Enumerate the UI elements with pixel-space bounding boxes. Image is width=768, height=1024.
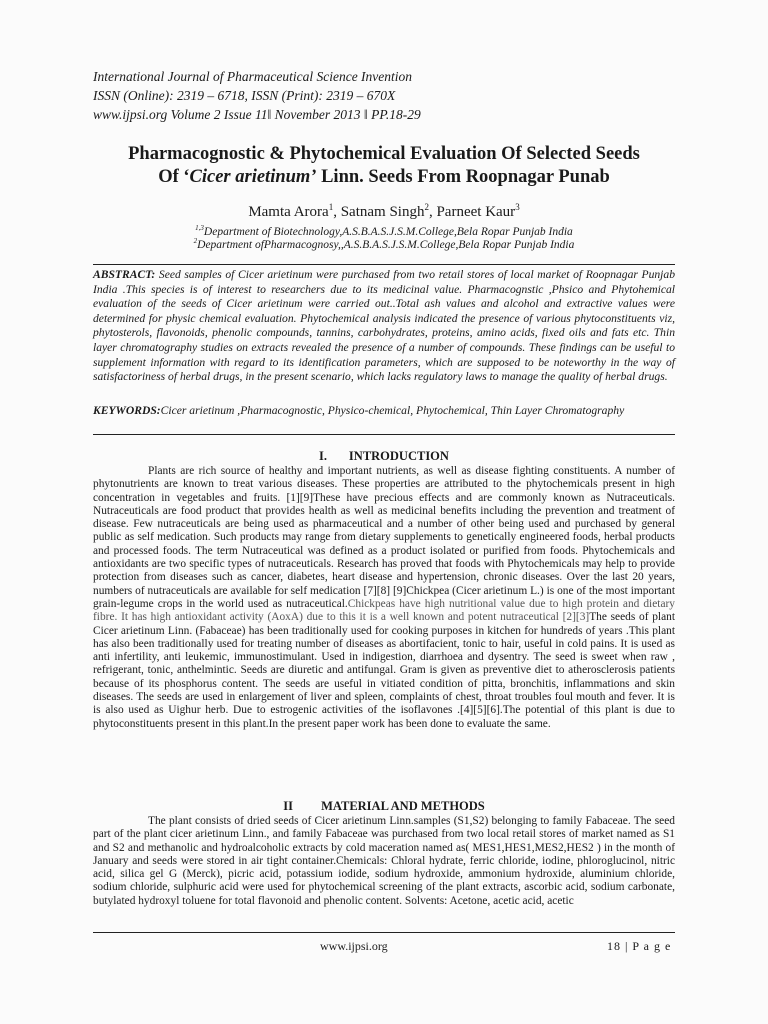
title-line-1: Pharmacognostic & Phytochemical Evaluation Of Selected Seeds bbox=[128, 144, 640, 164]
keywords bbox=[93, 404, 675, 419]
keywords-text: Cicer arietinum ,Pharmacognostic, Physico-chemical, Phytochemical, Thin Layer Chromatography bbox=[160, 404, 625, 417]
author-2: Satnam Singh bbox=[340, 204, 425, 220]
section-2-number: II bbox=[283, 799, 293, 813]
keywords-label: KEYWORDS: bbox=[93, 404, 161, 417]
abstract-text: Seed samples of Cicer arietinum were purchased from two retail stores of local market of Roopnagar Punjab India .This species is of interest to researchers due to its medicinal value. Pharmacognstic ,Phsico and Phytohemical evaluation of the seeds of Cicer arietinum were carried out..Total ash values and alcohol and extractive values were determined for physic chemical evaluation. Phytochemical analysis indicated the presence of various phytoconstituents viz, phytosterols, flavonoids, phenolic compounds, tannins, carbohydrates, proteins, amino acids, fixed oils and fats etc. Thin layer chromatography studies on extracts revealed the presence of a number of compounds. These findings can be useful to supplement information with regard to its identification parameters, which are supposed to be noteworthy in the way of satisfactoriness of herbal drugs, in the present scenario, which lacks regulatory laws to manage the quality of herbal drugs. bbox=[93, 268, 675, 384]
abstract-top-rule bbox=[93, 264, 675, 265]
affiliation-1-sup: 1,3 bbox=[195, 224, 204, 232]
author-list: Mamta Arora$^1$, Satnam Singh$^2$, Parneet Kaur$^3$ bbox=[248, 202, 520, 220]
journal-issn: ISSN (Online): 2319 – 6718, ISSN (Print): 2319 – 670X bbox=[93, 88, 396, 103]
keywords-bottom-rule bbox=[93, 434, 675, 435]
affiliation-1-text: Department of Biotechnology,A.S.B.A.S.J.S.M.College,Bela Ropar Punjab India bbox=[203, 225, 573, 238]
section-2-paragraph: The plant consists of dried seeds of Cicer arietinum Linn.samples (S1,S2) belonging to family Fabaceae. The seed part of the plant cicer arietinum Linn., and family Fabaceae was purchased from two local retail stores of market named as S1 and S2 and methanolic and hydroalcoholic extracts by cold maceration named as( MES1,HES1,MES2,HES2 ) in the month of January and seeds were stored in air tight container.Chemicals: Chloral hydrate, ferric chloride, iodine, phloroglucinol, nitric acid, silica gel G (Merck), picric acid, potassium iodide, sodium hydroxide, ammonium hydroxide, aluminium chloride, sodium chloride, sulphuric acid were used for phytochemical screening of the plant extracts, ascorbic acid, sodium carbonate, butylated hydroxyl toluene for total flavonoid and phenolic content. Solvents: Acetone, acetic acid, acetic bbox=[93, 815, 675, 907]
title-line-2-pre: Of ‘ bbox=[158, 167, 190, 187]
author-2-sup: 2 bbox=[424, 202, 429, 212]
journal-volume: www.ijpsi.org Volume 2 Issue 11‖ November 2013 ‖ PP.18-29 bbox=[93, 107, 421, 122]
title-line-2 bbox=[60, 166, 708, 189]
section-1-heading bbox=[93, 449, 675, 464]
section-1-number: I. bbox=[319, 449, 328, 463]
section-2-body bbox=[93, 815, 675, 908]
section-1-text-gray: Chickpeas have high nutritional value due to high protein and dietary fibre. It has high antioxidant activity (AoxA) due to this it is a well known and potent nutraceutical [2][3] bbox=[93, 597, 675, 624]
abstract-label: ABSTRACT: bbox=[93, 268, 156, 281]
title-line-2-post: Linn. Seeds From Roopnagar Punab bbox=[316, 167, 610, 187]
title-species: Cicer arietinum’ bbox=[189, 167, 317, 187]
section-1-text-a: Plants are rich source of healthy and important nutrients, as well as disease fighting constituents. A number of phytonutrients are known to treat various diseases. These properties are attributed to the phytochemicals present in high concentration in vegetables and fruits. [1][9]These have precious effects and are commonly known as Nutraceuticals. Nutraceuticals are food product that provides health as well as medicinal benefits including the prevention and treatment of disease. Few nutraceuticals are being used as pharmaceutical and a number of other being used and purchased by general public as self medication. Such products may range from dietary supplements to genetically engineered foods, herbal products and processed foods. The term Nutraceutical was defined as a product isolated or purified from foods. Phytochemicals and antioxidants are two specific types of nutraceuticals. Research has proved that foods with Phytochemicals may help to provide protection from diseases such as cancer, diabetes, heart disease and hypertension, chronic diseases. Over the last 20 years, numbers of nutraceuticals are available for self medication [7][8] [9]Chickpea (Cicer arietinum L.) is one of the most important grain-legume crops in the world used as nutraceutical. bbox=[93, 465, 675, 610]
affiliation-2-text: Department ofPharmacognosy,,A.S.B.A.S.J.S.M.College,Bela Ropar Punjab India bbox=[197, 238, 575, 251]
author-1: Mamta Arora bbox=[248, 204, 329, 220]
section-1-title: INTRODUCTION bbox=[348, 449, 449, 463]
journal-name: International Journal of Pharmaceutical Science Invention bbox=[93, 69, 413, 84]
author-1-sup: 1 bbox=[328, 202, 334, 212]
section-2-title: MATERIAL AND METHODS bbox=[321, 799, 485, 813]
author-3: Parneet Kaur bbox=[436, 204, 516, 220]
affiliation-2-sup: 2 bbox=[193, 237, 198, 245]
section-1-text-b: The seeds of plant Cicer arietinum Linn. (Fabaceae) has been traditionally used for cooking purposes in kitchen for hundreds of years .This plant has also been traditionally used for treating number of diseases as abortifacient, tonic to hair, useful in cold pains. It is used as anti infertility, anti leukemic, immunostimulant. Used in indigestion, diarrhoea and dysentry. The seed is sweet when raw , refrigerant, tonic, anthelmintic. Seeds are diuretic and antifungal. Gram is given as preventive diet to atherosclerosis patients because of its phosphorus content. The seeds are useful in vitiated condition of pitta, bronchitis, inflammations and skin diseases. The seeds are used in enlargement of liver and spleen, complaints of chest, throat troubles foul mouth and fever. It is is also used as Uighur herb. Due to estrogenic activities of the isoflavones .[4][5][6].The potential of this plant is due to phytoconstituents present in this plant.In the present paper work has been done to evaluate the same. bbox=[93, 611, 675, 730]
affiliation-2 bbox=[60, 235, 708, 252]
footer-page-number: 18 | P a g e bbox=[607, 939, 672, 953]
footer-rule bbox=[93, 932, 675, 933]
section-2-heading bbox=[93, 799, 675, 814]
section-1-body bbox=[93, 465, 675, 731]
paper-title bbox=[60, 143, 708, 189]
abstract bbox=[93, 268, 675, 385]
author-3-sup: 3 bbox=[515, 202, 520, 212]
footer-url[interactable]: www.ijpsi.org bbox=[320, 939, 388, 953]
section-1-paragraph bbox=[93, 465, 675, 731]
